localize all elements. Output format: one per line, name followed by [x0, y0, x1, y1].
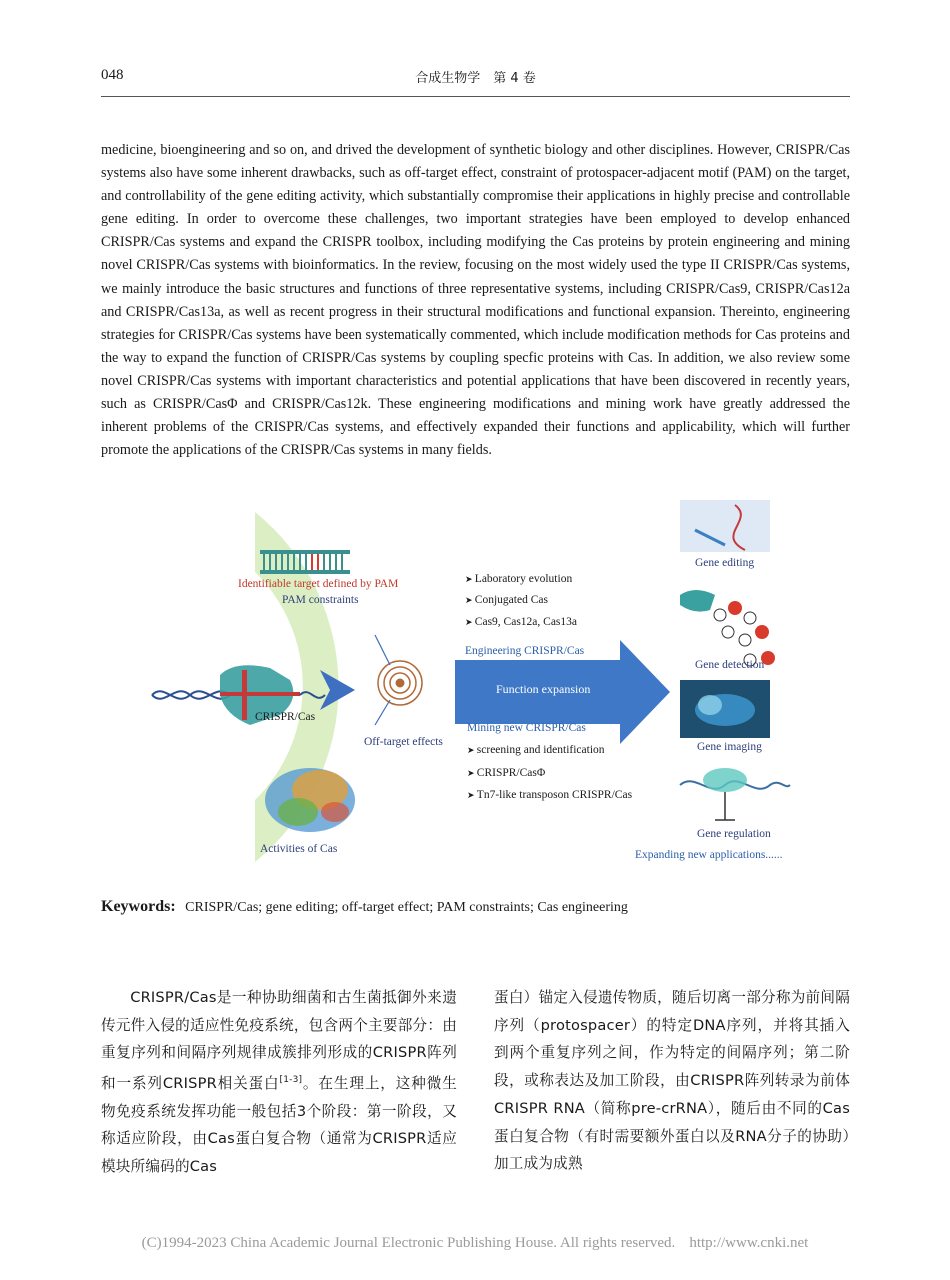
- label-gene-editing: Gene editing: [695, 557, 755, 569]
- list-item: ➤ Tn7-like transposon CRISPR/Cas: [467, 788, 632, 802]
- label-function-expansion: Function expansion: [496, 682, 591, 696]
- cas-protein-structure-icon: [265, 768, 355, 832]
- label-gene-regulation: Gene regulation: [697, 828, 771, 840]
- keywords-text: CRISPR/Cas; gene editing; off-target effect; PAM constraints; Cas engineering: [185, 900, 628, 915]
- body-column-left: [101, 984, 457, 1181]
- graphical-abstract-figure: [150, 500, 810, 870]
- list-item: ➤ Laboratory evolution: [465, 572, 572, 586]
- body-left-text: CRISPR/Cas是一种协助细菌和古生菌抵御外来遗传元件入侵的适应性免疫系统，包含两个主要部分：由重复序列和间隔序列规律成簇排列形成的CRISPR阵列和一系列CRISPR相关蛋白: [101, 989, 457, 1092]
- label-crispr-cas: CRISPR/Cas: [255, 711, 316, 723]
- list-item: ➤ screening and identification: [467, 743, 605, 757]
- target-rings-icon: [378, 661, 422, 705]
- list-item: ➤ Cas9, Cas12a, Cas13a: [465, 615, 577, 629]
- keywords-label: Keywords:: [101, 898, 176, 915]
- label-off-target: Off-target effects: [364, 736, 443, 748]
- citation: [1-3]: [279, 1075, 303, 1086]
- label-gene-imaging: Gene imaging: [697, 741, 762, 753]
- keywords-line: [101, 898, 628, 916]
- label-pam-constraints: PAM constraints: [282, 594, 359, 606]
- footer-link[interactable]: http://www.cnki.net: [689, 1235, 809, 1251]
- off-target-line-2: [375, 700, 390, 725]
- page-footer: [0, 1235, 950, 1252]
- gene-regulation-image: [680, 768, 790, 820]
- page-header: [101, 62, 850, 97]
- label-activities: Activities of Cas: [260, 843, 338, 855]
- label-expanding: Expanding new applications......: [635, 849, 783, 861]
- journal-title: 合成生物学 第 4 卷: [415, 71, 536, 86]
- copyright-notice: (C)1994-2023 China Academic Journal Electronic Publishing House. All rights reserved.: [141, 1235, 676, 1251]
- body-left-text-2: 。在生理上，这种微生物免疫系统发挥功能一般包括3个阶段：第一阶段，又称适应阶段，由Cas蛋白复合物（通常为CRISPR适应模块所编码的Cas: [101, 1074, 457, 1176]
- off-target-line-1: [375, 635, 390, 665]
- label-mining: Mining new CRISPR/Cas: [467, 722, 586, 734]
- label-engineering: Engineering CRISPR/Cas: [465, 645, 585, 657]
- label-gene-detection: Gene detection: [695, 659, 765, 671]
- gene-detection-image: [680, 590, 775, 666]
- label-pam-target: Identifiable target defined by PAM: [238, 578, 399, 590]
- page-number: 048: [101, 67, 124, 83]
- list-item: ➤ CRISPR/CasΦ: [467, 766, 545, 780]
- abstract-text: medicine, bioengineering and so on, and drived the development of synthetic biology and other disciplines. However, CRISPR/Cas systems also have some inherent drawbacks, such as off-target effect, constraint of protospacer-adjacent motif (PAM) on the target, and controllability of the gene editing activity, which substantially compromise their applications in highly precise and controllable gene editing. In order to overcome these challenges, two important strategies have been employed to develop enhanced CRISPR/Cas systems and expand the CRISPR toolbox, including modifying the Cas proteins by protein engineering and mining novel CRISPR/Cas systems with bioinformatics. In the review, focusing on the most widely used the type II CRISPR/Cas systems, we mainly introduce the basic structures and functions of three representative systems, including CRISPR/Cas9, CRISPR/Cas12a and CRISPR/Cas13a, as well as recent progress in their structural modifications and functional expansion. Thereinto, engineering strategies for CRISPR/Cas systems have been systematically commented, which include modification methods for Cas proteins and the way to expand the function of CRISPR/Cas systems by coupling specfic proteins with Cas. In addition, we also review some novel CRISPR/Cas systems with important characteristics and potential applications that have been discovered in recently years, such as CRISPR/CasΦ and CRISPR/Cas12k. These engineering modifications and mining work have greatly addressed the inherent problems of the CRISPR/Cas systems, and effectively expanded their functions and applicability, which will further promote the applications of the CRISPR/Cas systems in many fields.: [101, 142, 850, 459]
- body-column-right: 蛋白）锚定入侵遗传物质，随后切离一部分称为前间隔序列（protospacer）的特定DNA序列，并将其插入到两个重复序列之间，作为特定的间隔序列；第二阶段，或称表达及加工阶段，由CRISPR阵列转录为前体CRISPR RNA（简称pre-crRNA），随后由不同的Cas蛋白复合物（有时需要额外蛋白以及RNA分子的协助）加工成为成熟: [494, 989, 850, 1173]
- list-item: ➤ Conjugated Cas: [465, 593, 548, 607]
